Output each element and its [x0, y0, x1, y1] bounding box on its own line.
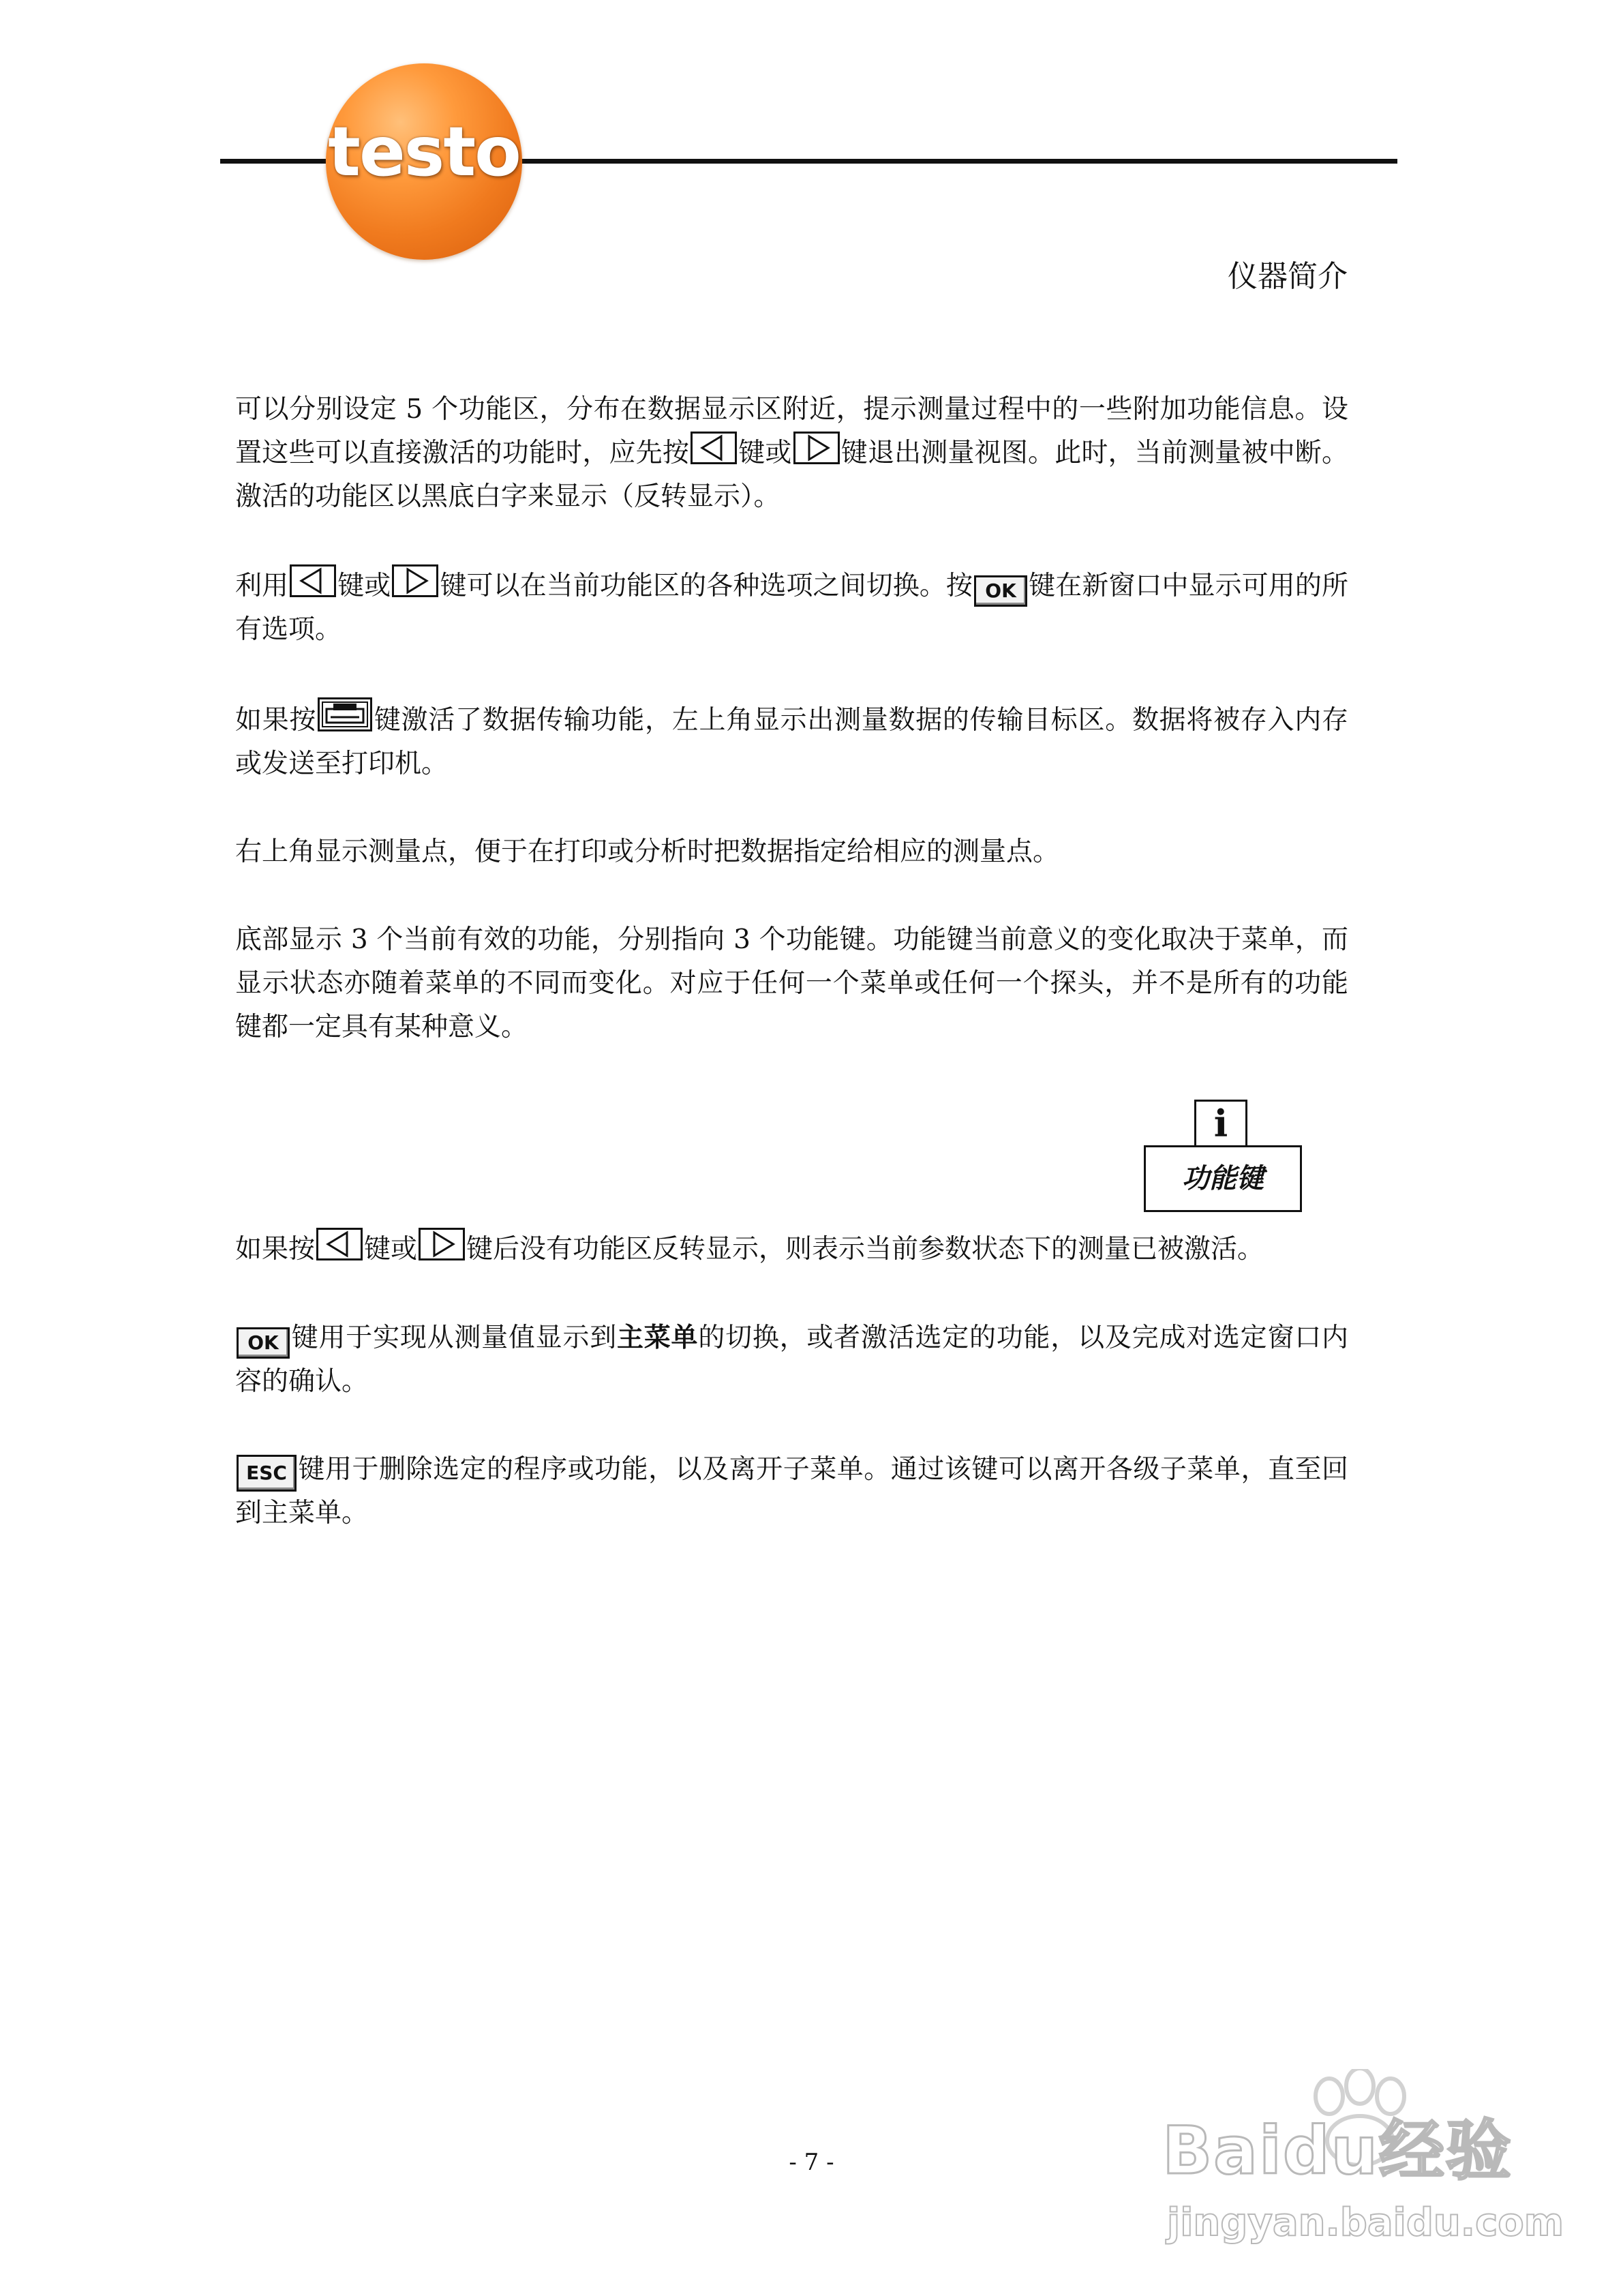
paragraph-measuring-point: 右上角显示测量点，便于在打印或分析时把数据指定给相应的测量点。: [235, 836, 1060, 867]
p6-text-a: 如果按: [235, 1234, 316, 1265]
p3-text-a: 如果按: [235, 705, 317, 736]
section-title: 仪器简介: [1228, 259, 1348, 294]
paragraph-data-transfer: [235, 697, 1348, 786]
p2-text-d: 键在新窗口中显示可用的所有选项。: [235, 571, 1348, 645]
right-arrow-key-icon: [419, 1228, 465, 1260]
p6-text-b: 键或: [364, 1234, 418, 1265]
right-arrow-key-icon: [793, 432, 840, 464]
p2-text-c: 键可以在当前功能区的各种选项之间切换。按: [440, 571, 973, 601]
p8-text: 键用于删除选定的程序或功能，以及离开子菜单。通过该键可以离开各级子菜单，直至回到主菜单。: [235, 1454, 1348, 1528]
header-rule-left: [220, 159, 326, 164]
paragraph-function-areas: [235, 388, 1348, 519]
info-icon: i: [1194, 1100, 1247, 1147]
paragraph-esc-key: [235, 1448, 1348, 1535]
p7-text-c: 的切换，或者激活选定的功能，以及完成对选定窗口内容的确认。: [235, 1323, 1348, 1397]
header-rule-right: [520, 159, 1397, 164]
print-key-icon: [318, 697, 372, 731]
paragraph-no-inverse: [235, 1228, 1348, 1271]
left-arrow-key-icon: [290, 564, 336, 597]
paragraph-arrow-keys: [235, 564, 1348, 652]
page-number: - 7 -: [789, 2149, 834, 2176]
p7-text-a: 键用于实现从测量值显示到: [291, 1323, 617, 1353]
paragraph-ok-key: [235, 1316, 1348, 1404]
left-arrow-key-icon: [691, 432, 737, 464]
left-arrow-key-icon: [316, 1228, 363, 1260]
p1-text-c: 键退出测量视图。此时，当前测量被中断。激活的功能区以黑底白字来显示（反转显示）。: [235, 438, 1348, 512]
main-menu-term: 主菜单: [617, 1322, 699, 1353]
watermark-url: jingyan.baidu.com: [1167, 2201, 1564, 2245]
ok-key-icon: OK: [974, 575, 1027, 607]
p3-text-b: 键激活了数据传输功能，左上角显示出测量数据的传输目标区。数据将被存入内存或发送至打印机。: [235, 705, 1348, 779]
esc-key-icon: ESC: [237, 1455, 297, 1492]
p2-text-a: 利用: [235, 571, 289, 601]
p2-text-b: 键或: [337, 571, 391, 601]
testo-logo-text: testo: [328, 112, 520, 192]
p6-text-c: 键后没有功能区反转显示，则表示当前参数状态下的测量已被激活。: [466, 1234, 1264, 1265]
p1-text-a: 可以分别设定 5 个功能区，分布在数据显示区附近，提示测量过程中的一些附加功能信息。设置这些可以直接激活的功能时，应先按: [235, 394, 1348, 468]
watermark-brand: Baidu经验: [1162, 2113, 1513, 2189]
right-arrow-key-icon: [392, 564, 438, 597]
function-key-note: 功能键: [1144, 1145, 1302, 1212]
ok-key-icon: OK: [237, 1327, 290, 1359]
paragraph-function-keys: 底部显示 3 个当前有效的功能，分别指向 3 个功能键。功能键当前意义的变化取决于菜单，而显示状态亦随着菜单的不同而变化。对应于任何一个菜单或任何一个探头，并不是所有的功能键都一定具有某种意义。: [235, 924, 1348, 1042]
p1-text-b: 键或: [738, 438, 792, 468]
